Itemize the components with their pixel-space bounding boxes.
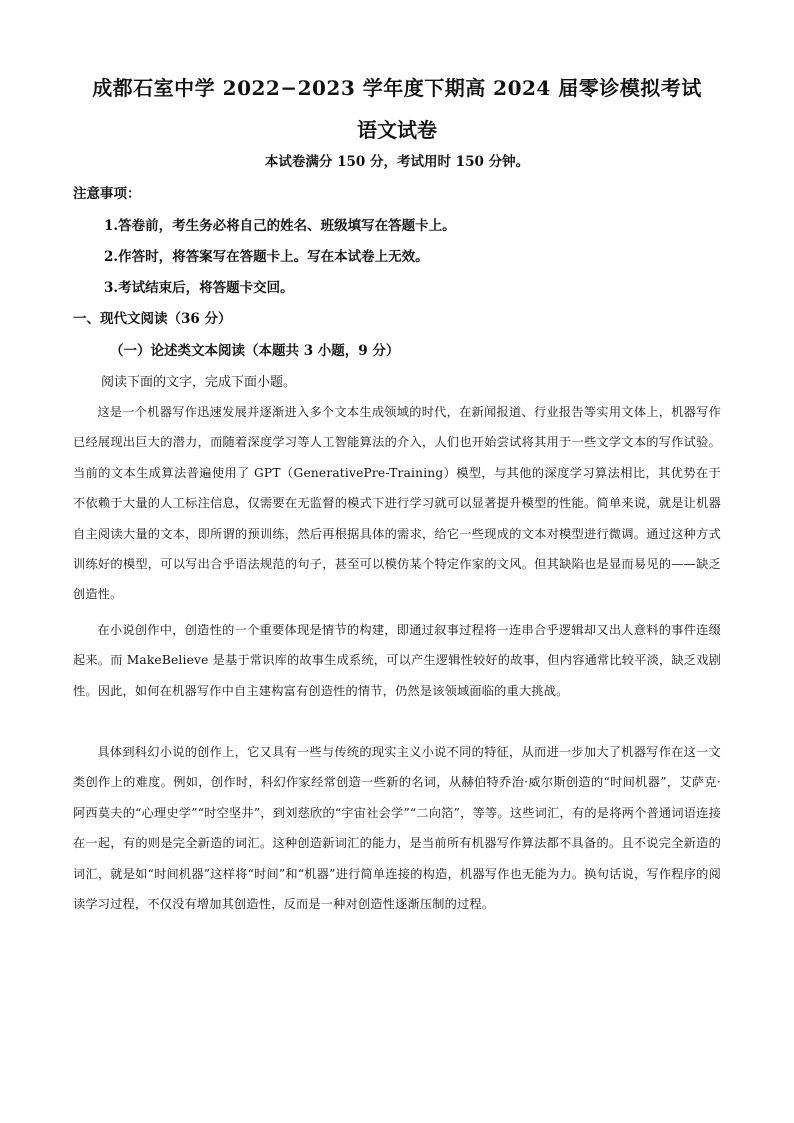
reading-instruction: 阅读下面的文字，完成下面小题。 [101, 375, 297, 390]
passage-paragraph: 这是一个机器写作迅速发展并逐渐进入多个文本生成领域的时代，在新闻报道、行业报告等实用文体上，机器写作已经展现出巨大的潜力，而随着深度学习等人工智能算法的介入，人们也开始尝试将其用于一些文学文本的写作试验。当前的文本生成算法普遍使用了 GPT（GenerativePre-Training）模型，与其他的深度学习算法相比，其优势在于不依赖于大量的人工标注信息，仅需要在无监督的模式下进行学习就可以显著提升模型的性能。简单来说，就是让机器自主阅读大量的文本，即所谓的预训练，然后再根据具体的需求，给它一些现成的文本对模型进行微调。通过这种方式训练好的模型，可以写出合乎语法规范的句子，甚至可以模仿某个特定作家的文风。但其缺陷也是显而易见的——缺乏创造性。 [73, 405, 721, 602]
notice-heading: 注意事项： [73, 186, 141, 202]
notice-item: 3.考试结束后，将答题卡交回。 [104, 280, 294, 296]
subsection-heading: （一）论述类文本阅读（本题共 3 小题，9 分） [110, 343, 400, 359]
passage-paragraph: 具体到科幻小说的创作上，它又具有一些与传统的现实主义小说不同的特征，从而进一步加大了机器写作在这一文类创作上的难度。例如，创作时，科幻作家经常创造一些新的名词，从赫伯特乔治·威尔斯创造的“时间机器”，艾萨克·阿西莫夫的“心理史学”“时空坚井”，到刘慈欣的“宇宙社会学”“二向箔”，等等。这些词汇，有的是将两个普通词语连接在一起，有的则是完全新造的词汇。这种创造新词汇的能力，是当前所有机器写作算法都不具备的。且不说完全新造的词汇，就是如“时间机器”这样将“时间”和“机器”进行简单连接的构造，机器写作也无能为力。换句话说，写作程序的阅读学习过程，不仅没有增加其创造性，反而是一种对创造性逐渐压制的过程。 [73, 745, 721, 912]
passage-paragraph: 在小说创作中，创造性的一个重要体现是情节的构建，即通过叙事过程将一连串合乎逻辑却又出人意料的事件连缀起来。而 MakeBelieve 是基于常识库的故事生成系统，可以产生逻辑性较好的故事，但内容通常比较平淡，缺乏戏剧性。因此，如何在机器写作中自主建构富有创造性的情节，仍然是该领域面临的重大挑战。 [73, 623, 721, 698]
section-heading: 一、现代文阅读（36 分） [73, 311, 232, 327]
exam-meta: 本试卷满分 150 分，考试用时 150 分钟。 [264, 154, 530, 170]
exam-title: 成都石室中学 2022−2023 学年度下期高 2024 届零诊模拟考试 [92, 76, 702, 100]
exam-subtitle: 语文试卷 [357, 118, 437, 142]
notice-item: 1.答卷前，考生务必将自己的姓名、班级填写在答题卡上。 [104, 218, 456, 234]
notice-item: 2.作答时，将答案写在答题卡上。写在本试卷上无效。 [104, 249, 429, 265]
